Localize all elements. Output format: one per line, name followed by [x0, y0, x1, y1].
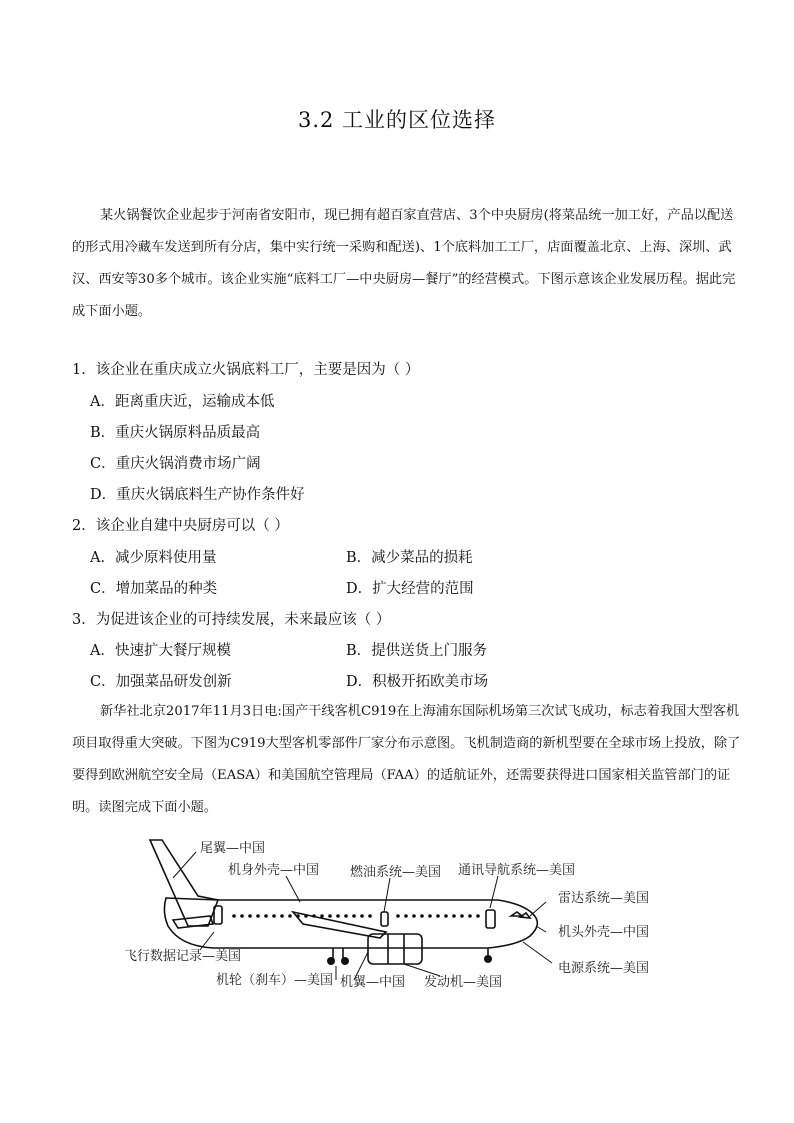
- c919-diagram: [118, 828, 678, 998]
- question-3-option-a[interactable]: A．快速扩大餐厅规模: [90, 643, 231, 659]
- question-2-option-b[interactable]: B．减少菜品的损耗: [346, 550, 473, 566]
- question-3-stem: 3．为促进该企业的可持续发展，未来最应该（ ）: [72, 612, 391, 628]
- label-fuselage: 机身外壳—中国: [228, 863, 320, 878]
- label-nose: 机头外壳—中国: [558, 925, 650, 940]
- label-comm: 通讯导航系统—美国: [458, 863, 576, 878]
- mid-door: [381, 912, 388, 926]
- airplane-outline: [150, 840, 537, 964]
- cabin-windows: [232, 914, 480, 918]
- label-recorder: 飞行数据记录—美国: [124, 949, 242, 964]
- label-engine: 发动机—美国: [424, 975, 503, 990]
- label-radar: 雷达系统—美国: [558, 891, 650, 906]
- passage-c919-text: 新华社北京2017年11月3日电:国产干线客机C919在上海浦东国际机场第三次试飞成功，标志着我国大型客机项目取得重大突破。下图为C919大型客机零部件厂家分布示意图。飞机制造商的新机型要在全球市场上投放，除了要得到欧洲航空安全局（EASA）和美国航空管理局（FAA）的适航证外，还需要获得进口国家相关监管部门的证明。读图完成下面小题。: [72, 704, 741, 815]
- question-2-option-c[interactable]: C．增加菜品的种类: [90, 581, 218, 597]
- label-wing: 机翼—中国: [340, 975, 406, 990]
- question-3-option-b[interactable]: B．提供送货上门服务: [346, 643, 488, 659]
- label-wheels: 机轮（刹车）—美国: [216, 973, 334, 988]
- question-1-stem: 1．该企业在重庆成立火锅底料工厂，主要是因为（ ）: [72, 362, 420, 378]
- question-2-option-d[interactable]: D．扩大经营的范围: [346, 581, 474, 597]
- passage-hotpot: [72, 200, 744, 328]
- question-1-option-b[interactable]: B．重庆火锅原料品质最高: [90, 425, 261, 441]
- question-1-option-d[interactable]: D．重庆火锅底料生产协作条件好: [90, 487, 305, 503]
- question-2-option-a[interactable]: A．减少原料使用量: [90, 550, 217, 566]
- page-title: 3.2 工业的区位选择: [297, 108, 497, 132]
- c919-figure: [118, 828, 678, 998]
- label-fuel: 燃油系统—美国: [350, 865, 442, 880]
- question-2-stem: 2．该企业自建中央厨房可以（ ）: [72, 518, 289, 534]
- front-door: [486, 910, 495, 928]
- question-1-option-c[interactable]: C．重庆火锅消费市场广阔: [90, 456, 261, 472]
- question-1-option-a[interactable]: A．距离重庆近，运输成本低: [90, 394, 275, 410]
- engine-nacelle: [368, 934, 422, 964]
- question-3-option-c[interactable]: C．加强菜品研发创新: [90, 674, 232, 690]
- passage-c919: [72, 696, 744, 824]
- label-tail: 尾翼—中国: [200, 841, 266, 856]
- question-3-option-d[interactable]: D．积极开拓欧美市场: [346, 674, 489, 690]
- label-power: 电源系统—美国: [558, 961, 650, 976]
- passage-hotpot-text: 某火锅餐饮企业起步于河南省安阳市，现已拥有超百家直营店、3个中央厨房(将菜品统一加工好，产品以配送的形式用冷藏车发送到所有分店，集中实行统一采购和配送)、1个底料加工工厂，店面覆盖北京、上海、深圳、武汉、西安等30多个城市。该企业实施“底料工厂—中央厨房—餐厅”的经营模式。下图示意该企业发展历程。据此完成下面小题。: [72, 208, 736, 319]
